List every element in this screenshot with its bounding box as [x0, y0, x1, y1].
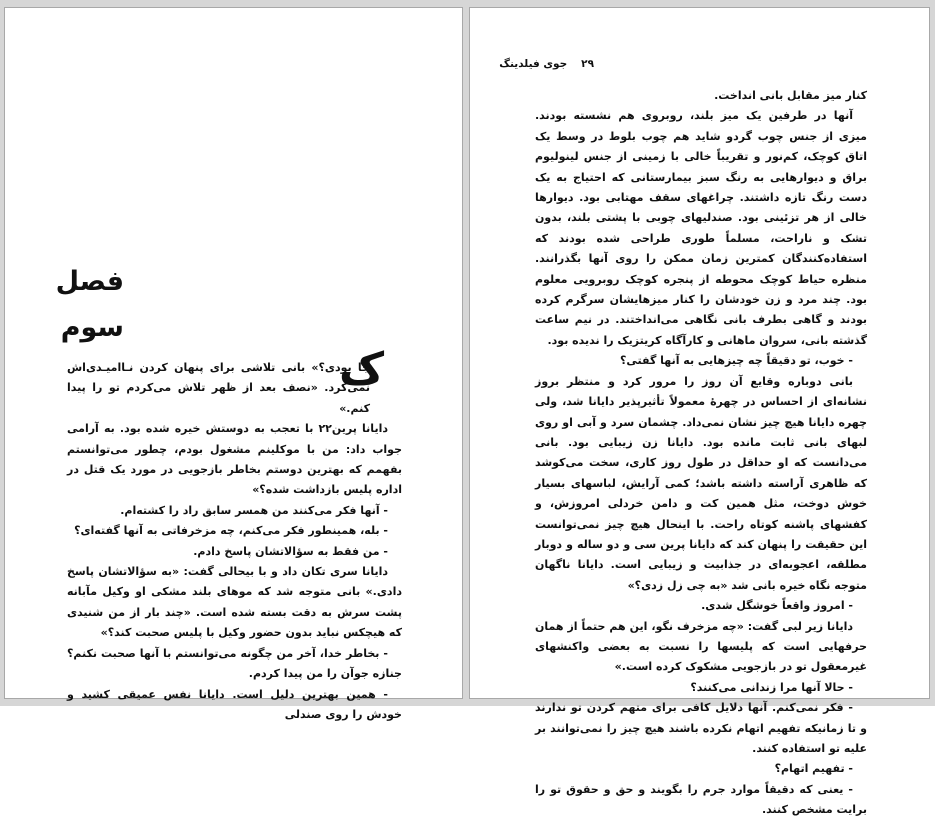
- book-title: جوی فیلدینگ: [499, 58, 568, 70]
- paragraph: دایانا پرین۲۲ با تعجب به دوستش خیره شده بود. به آرامی جواب داد: من با موکلینم مشغول بودم، چطور می‌توانستم بفهمم که بهترین دوستم بخاطر بازجویی در مورد یک قتل در اداره پلیس بازداشت شده؟»: [67, 422, 402, 497]
- chapter-title-word2: سوم: [60, 312, 124, 343]
- paragraph: - حالا آنها مرا زندانی می‌کنند؟: [690, 680, 853, 694]
- left-page: [4, 7, 463, 721]
- paragraph: - امروز واقعاً خوشگل شدی.: [701, 599, 853, 613]
- paragraph: - خوب، تو دقیقاً چه چیزهایی به آنها گفتی؟: [620, 354, 853, 368]
- left-page-body: [67, 358, 402, 725]
- paragraph: بانی دوباره وقایع آن روز را مرور کرد و منتظر بروز نشانه‌ای از احساس در چهرهٔ معمولاً تأثیرپذیر دایانا شد، ولی چهره دایانا هیچ چیز نشان نمی‌داد. چشمان سرد و آبی او روی لبهای بانی ثابت مانده بود. دایانا زن زیبایی بود. بانی می‌دانست که او حداقل در طول روز کاری، سخت می‌کوشد که ظاهری آراسته داشته باشد؛ کمی آرایش، لباسهای بسیار خوش دوخت، مثل همین کت و دامن خردلی امروزش، و کفشهای پاشنه کوتاه راحت. با اینحال هیچ چیز نمی‌توانست این حقیقت را پنهان کند که دایانا پرین سی و دو ساله و دوبار مطلقه، اعجوبه‌ای در جذابیت و زیبایی است. دایانا ناگهان متوجه نگاه خیره بانی شد «به چی زل زدی؟»: [535, 374, 867, 592]
- opening-paragraph: جا بودی؟» بانی تلاشی برای پنهان کردن نـاامیـدی‌اش نمی‌کرد. «نصف بعد از ظهر تلاش می‌کردم تو را پیدا کنم.»: [67, 361, 370, 415]
- drop-cap-letter: ک: [338, 344, 384, 395]
- paragraph: - بخاطر خدا، آخر من چگونه می‌توانستم با آنها صحبت نکنم؟ جنازه جوآن را من پیدا کردم.: [67, 646, 402, 681]
- paragraph: - یعنی که دقیقاً موارد جرم را بگویند و حق و حقوق تو را برایت مشخص کنند.: [535, 782, 867, 817]
- page-number: ۲۹: [581, 58, 594, 70]
- paragraph: - فکر نمی‌کنم. آنها دلایل کافی برای متهم کردن تو ندارند و تا زمانیکه تفهیم اتهام نکرده باشند هیچ چیز را نمی‌توانند بر علیه تو استفاده کنند.: [535, 701, 867, 755]
- chapter-title-word1: فصل: [55, 266, 124, 297]
- paragraph: کنار میز مقابل بانی انداخت.: [714, 89, 867, 102]
- right-page: [469, 7, 930, 817]
- paragraph: - آنها فکر می‌کنند من همسر سابق راد را کشته‌ام.: [120, 503, 388, 517]
- right-page-body: [535, 86, 867, 821]
- left-paragraph-list: [67, 419, 402, 725]
- running-header: [499, 58, 594, 70]
- paragraph: - بله، همینطور فکر می‌کنم، چه مزخرفاتی به آنها گفته‌ای؟: [74, 524, 388, 538]
- paragraph: آنها در طرفین یک میز بلند، روبروی هم نشسته بودند. میزی از جنس چوب گردو شاید هم چوب بلوط در وسط یک اتاق کوچک، کم‌نور و تقریباً خالی با زمینی از جنس لینولیوم براق و دیوارهایی به رنگ سبز بیمارستانی که احتیاج به یک دست رنگ تازه داشتند. چراغهای سقف مهتابی بود. دیوارها خالی از هر تزئینی بود. صندلیهای چوبی با پشتی بلند، بدون تشک و ناراحت، مسلماً طوری طراحی شده بودند که استفاده‌کنندگان کمترین زمان ممکن را روی آنها بگذرانند. منظره حیاط کوچک محوطه از پنجره کوچک روبرویی معلوم بود. چند مرد و زن خودشان را کنار میزهایشان سرگرم کرده بودند و گاهی بطرف بانی نگاهی می‌انداختند. در نیم ساعت گذشته بانی، سروان ماهانی و کارآگاه کریتزیک را ندیده بود.: [535, 109, 867, 347]
- paragraph: دایانا زیر لبی گفت: «چه مزخرف نگو، این هم حتماً از همان حرفهایی است که پلیسها را نسبت به بعضی واکنشهای غیرمعقول تو در بازجویی مشکوک کرده است.»: [535, 619, 867, 674]
- paragraph: - من فقط به سؤالاتشان پاسخ دادم.: [193, 544, 388, 558]
- paragraph: - تفهیم اتهام؟: [774, 762, 853, 776]
- paragraph: دایانا سری تکان داد و با بیحالی گفت: «به سؤالاتشان پاسخ دادی.» بانی متوجه شد که موهای بلند مشکی او وکیل مآبانه پشت سرش به دقت بسته شده است. «چند بار از من شنیدی که هیچکس نباید بدون حضور وکیل با پلیس صحبت کند؟»: [67, 565, 402, 640]
- paragraph: - همین بهترین دلیل است. دایانا نفس عمیقی کشید و خودش را روی صندلی: [67, 687, 402, 721]
